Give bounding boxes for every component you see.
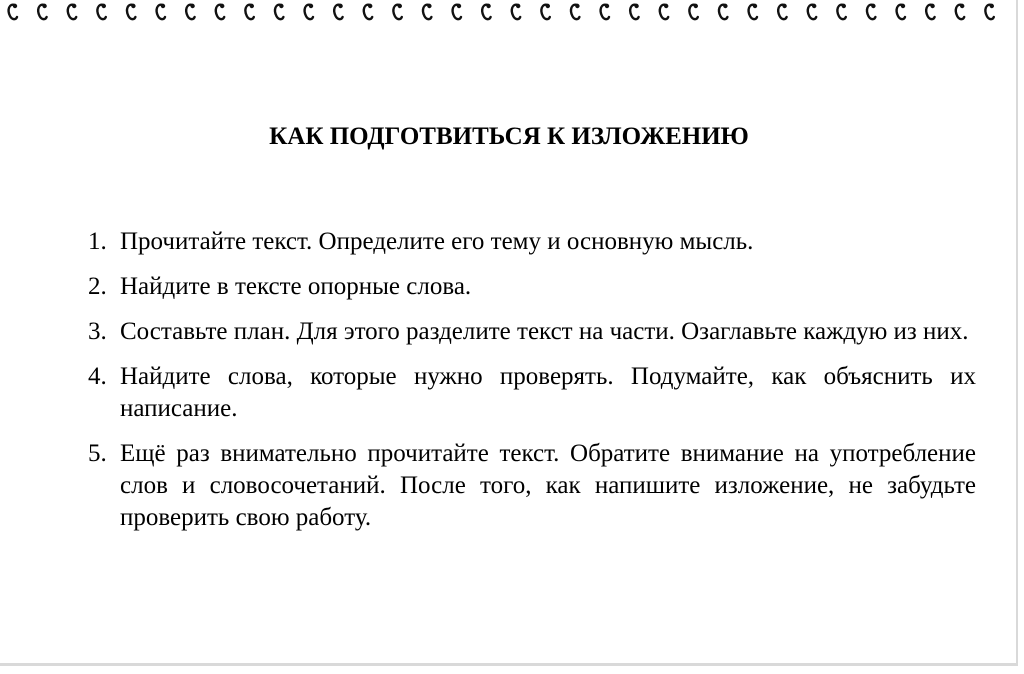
spiral-ring-icon (216, 4, 225, 19)
spiral-ring-icon (837, 4, 846, 19)
spiral-ring-icon (453, 4, 462, 19)
step-number: 5. (88, 440, 107, 467)
step-text: Составьте план. Для этого разделите текст на части. Озаглавьте каждую из них. (120, 318, 969, 345)
spiral-ring-icon (630, 4, 639, 19)
spiral-ring-icon (97, 4, 106, 19)
list-item (88, 226, 976, 258)
step-text: Прочитайте текст. Определите его тему и основную мысль. (120, 228, 754, 255)
step-text: Найдите в тексте опорные слова. (120, 273, 472, 300)
step-number: 2. (88, 273, 107, 300)
spiral-ring-icon (867, 4, 876, 19)
spiral-ring-icon (541, 4, 550, 19)
step-text: Найдите слова, которые нужно проверять. Подумайте, как объяснить их написание. (120, 363, 976, 422)
spiral-ring-icon (897, 4, 906, 19)
spiral-ring-icon (985, 4, 994, 19)
spiral-ring-icon (186, 4, 195, 19)
spiral-ring-icon (571, 4, 580, 19)
spiral-ring-icon (393, 4, 402, 19)
step-number: 4. (88, 363, 107, 390)
spiral-ring-icon (245, 4, 254, 19)
spiral-ring-icon (719, 4, 728, 19)
spiral-ring-icon (305, 4, 314, 19)
list-item (88, 271, 976, 303)
steps-list (88, 226, 976, 547)
spiral-rings (6, 0, 1018, 26)
spiral-ring-icon (660, 4, 669, 19)
spiral-ring-icon (778, 4, 787, 19)
step-number: 3. (88, 318, 107, 345)
spiral-ring-icon (423, 4, 432, 19)
list-item (88, 361, 976, 425)
spiral-ring-icon (956, 4, 965, 19)
spiral-ring-icon (275, 4, 284, 19)
spiral-ring-icon (482, 4, 491, 19)
spiral-ring-icon (689, 4, 698, 19)
spiral-ring-icon (9, 4, 18, 19)
spiral-ring-icon (749, 4, 758, 19)
list-item (88, 316, 976, 348)
spiral-binding (6, 0, 1018, 26)
spiral-ring-icon (601, 4, 610, 19)
spiral-ring-icon (68, 4, 77, 19)
spiral-ring-icon (334, 4, 343, 19)
list-item (88, 438, 976, 534)
spiral-ring-icon (808, 4, 817, 19)
spiral-ring-icon (157, 4, 166, 19)
spiral-ring-icon (38, 4, 47, 19)
page-title: КАК ПОДГОТВИТЬСЯ К ИЗЛОЖЕНИЮ (269, 123, 749, 150)
spiral-ring-icon (364, 4, 373, 19)
step-number: 1. (88, 228, 107, 255)
spiral-ring-icon (512, 4, 521, 19)
step-text: Ещё раз внимательно прочитайте текст. Обратите внимание на употребление слов и словосочетаний. После того, как напишите изложение, не забудьте проверить свою работу. (120, 440, 976, 531)
spiral-ring-icon (926, 4, 935, 19)
spiral-ring-icon (127, 4, 136, 19)
